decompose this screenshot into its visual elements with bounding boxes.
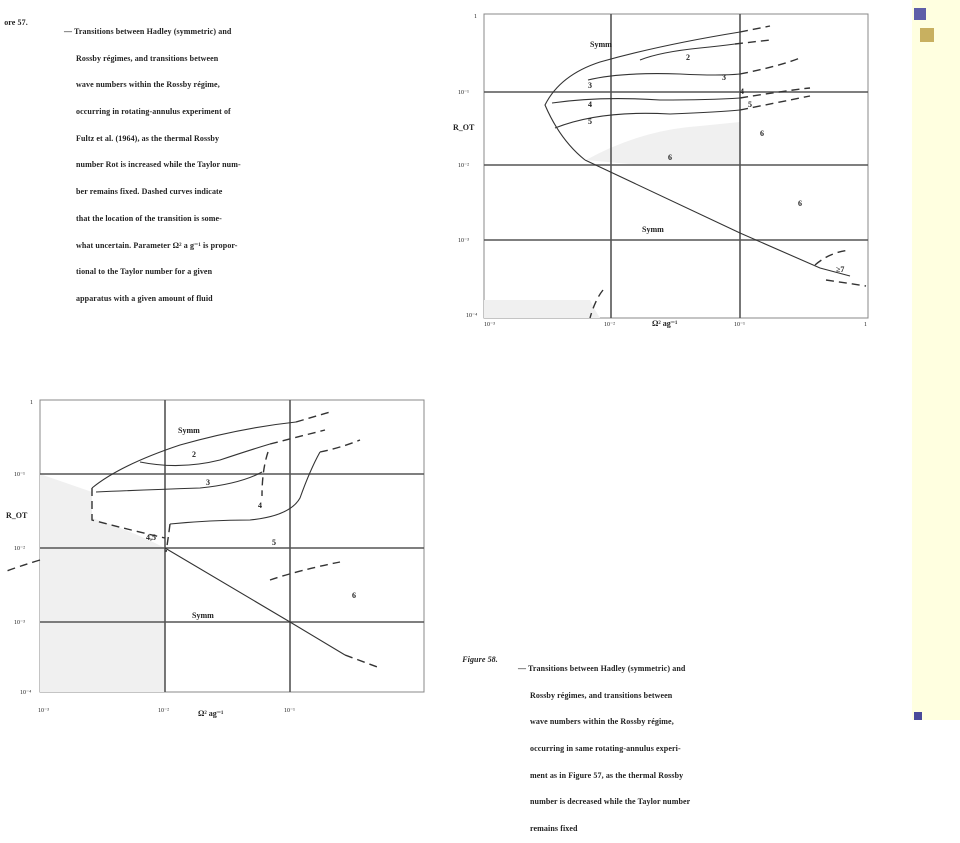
caption-line: occurring in same rotating-annulus experi- xyxy=(530,743,681,753)
figure58-dashed-curve xyxy=(296,412,330,422)
caption-line: ment as in Figure 57, as the thermal Rossby xyxy=(530,770,684,780)
caption-line: Rossby régimes, and transitions between xyxy=(530,690,673,700)
caption-line: ber remains fixed. Dashed curves indicate xyxy=(76,187,223,197)
caption-line: remains fixed xyxy=(530,824,578,834)
figure58-region-label: 2 xyxy=(192,450,196,459)
figure58-plot xyxy=(4,400,424,718)
caption-line: that the location of the transition is some- xyxy=(76,213,222,223)
caption-line: what uncertain. Parameter Ω² a g⁻¹ is propor- xyxy=(76,240,238,250)
figure57-ytick: 1 xyxy=(474,14,477,20)
figure58-region-label: Symm xyxy=(178,426,200,435)
figure57-region-label: Symm xyxy=(642,225,664,234)
figure57-dashed-curve xyxy=(826,280,866,286)
caption-line: wave numbers within the Rossby régime, xyxy=(530,717,674,727)
caption-line: Fultz et al. (1964), as the thermal Rossby xyxy=(76,133,220,143)
figure58-curve-3-4 xyxy=(96,472,262,492)
figure58-caption-number: Figure 58. xyxy=(462,654,498,664)
caption-line: Rossby régimes, and transitions between xyxy=(76,53,219,63)
figure57-region-label: Symm xyxy=(590,40,612,49)
figure57-caption-number: ore 57. xyxy=(4,17,28,27)
figure58-curve-lower-symm xyxy=(165,548,345,655)
figure58-dashed-curve xyxy=(345,655,380,668)
figure57-ytick: 10⁻³ xyxy=(458,238,469,244)
caption-line: number Rot is increased while the Taylor num- xyxy=(76,160,241,170)
figure57-region-label: 4 xyxy=(588,100,592,109)
figure57-curve-lower-symm xyxy=(585,160,850,276)
figure57-ytick: 10⁻¹ xyxy=(458,90,469,96)
figure58-ytick: 1 xyxy=(30,400,33,406)
figure57-plot xyxy=(453,14,868,328)
caption-line: number is decreased while the Taylor number xyxy=(530,797,691,807)
figure57-frame xyxy=(484,14,868,318)
figure58-dashed-curve xyxy=(270,430,325,444)
figure58-ytick: 10⁻² xyxy=(14,546,25,552)
figure58-region-label: 3 xyxy=(206,478,210,487)
figure57-region-label: 6 xyxy=(668,153,672,162)
figure58-shade-left xyxy=(40,474,165,692)
caption-line: occurring in rotating-annulus experiment of xyxy=(76,106,231,116)
figure57-region-label: 3 xyxy=(588,81,592,90)
caption-line: apparatus with a given amount of fluid xyxy=(76,294,213,303)
figure57-region-label: 6 xyxy=(760,129,764,138)
figure58-region-label: Symm xyxy=(192,611,214,620)
figure57-dashed-curve xyxy=(740,88,810,98)
figure57-region-label: 6 xyxy=(798,199,802,208)
figure57-xtick: 1 xyxy=(864,322,867,328)
caption-line: — Transitions between Hadley (symmetric) and xyxy=(64,26,232,36)
figure57-dashed-curve xyxy=(740,58,800,74)
figure57-xtick: 10⁻³ xyxy=(484,322,495,328)
figure58-dashed-curve xyxy=(270,562,340,580)
figure57-ytick: 10⁻² xyxy=(458,163,469,169)
figure57-xtick: 10⁻¹ xyxy=(734,322,745,328)
figure58-dashed-curve xyxy=(4,560,40,572)
figure57-dashed-curve xyxy=(815,250,850,265)
figure57-xlabel: Ω² ag⁻¹ xyxy=(652,319,678,328)
figure57-xtick: 10⁻² xyxy=(604,322,615,328)
caption-line: tional to the Taylor number for a given xyxy=(76,267,213,277)
figure57-shade-left xyxy=(484,14,600,318)
figure58-ytick: 10⁻¹ xyxy=(14,472,25,478)
figure58-ytick: 10⁻³ xyxy=(14,620,25,626)
figure58-xtick: 10⁻¹ xyxy=(284,708,295,714)
figure58-xlabel: Ω² ag⁻¹ xyxy=(198,709,224,718)
figure58-ytick: 10⁻⁴ xyxy=(20,690,32,696)
figure57-region-label: 5 xyxy=(748,100,752,109)
caption-line: — Transitions between Hadley (symmetric) and xyxy=(518,663,686,673)
figure58-region-label: 6 xyxy=(352,591,356,600)
figure58-region-label: 5 xyxy=(272,538,276,547)
figure58-region-label: 4,5 xyxy=(146,533,156,542)
caption-line: wave numbers within the Rossby régime, xyxy=(76,80,220,90)
figure58-curve-2-3 xyxy=(140,444,270,466)
figure57-dashed-curve xyxy=(740,26,770,32)
figure58-region-label: 4 xyxy=(258,501,262,510)
figure57-region-label: 3 xyxy=(722,73,726,82)
figure58-ylabel: R_OT xyxy=(6,511,28,520)
figure57-region-label: 5 xyxy=(588,117,592,126)
figure57-ytick: 10⁻⁴ xyxy=(466,313,478,319)
figure57-region-label: ≥7 xyxy=(836,265,845,274)
figure58-dashed-curve xyxy=(320,440,360,452)
figure57-region-label: 2 xyxy=(686,53,690,62)
figure58-xtick: 10⁻² xyxy=(158,708,169,714)
figure57-curve-4-5 xyxy=(552,98,740,103)
figure57-ylabel: R_OT xyxy=(453,123,475,132)
figure57-region-label: 4 xyxy=(740,87,744,96)
figure57-shade-6 xyxy=(586,122,740,165)
figure58-xtick: 10⁻³ xyxy=(38,708,49,714)
